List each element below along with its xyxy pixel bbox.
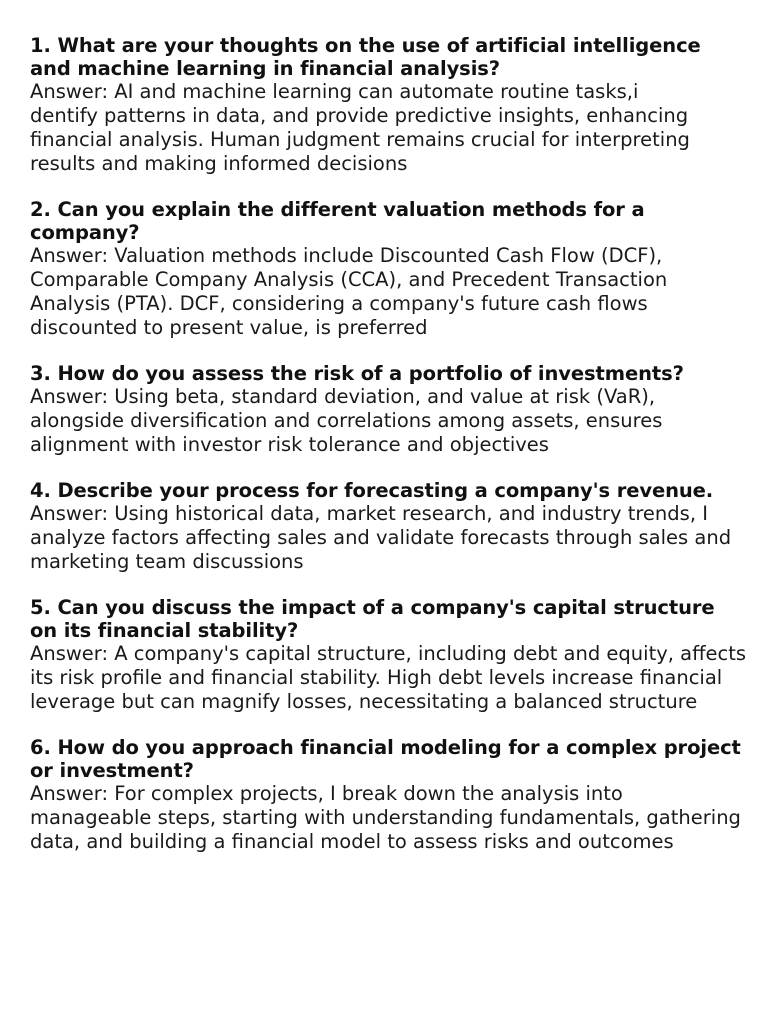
qa-item-2 xyxy=(30,198,748,340)
question-text: 2. Can you explain the different valuation methods for a company? xyxy=(30,198,645,244)
question-text: 3. How do you assess the risk of a portfolio of investments? xyxy=(30,362,684,385)
qa-item-6 xyxy=(30,736,748,854)
question-text: 1. What are your thoughts on the use of artificial intelligence and machine learning in financial analysis? xyxy=(30,34,701,80)
question-text: 5. Can you discuss the impact of a company's capital structure on its financial stability? xyxy=(30,596,715,642)
answer-text: Answer: Using beta, standard deviation, and value at risk (VaR), alongside diversification and correlations among assets, ensures alignment with investor risk tolerance and objectives xyxy=(30,385,663,456)
answer-text: Answer: For complex projects, I break down the analysis into manageable steps, starting with understanding fundamentals, gathering data, and building a financial model to assess risks and outcomes xyxy=(30,782,741,853)
qa-item-4 xyxy=(30,479,748,574)
qa-item-5 xyxy=(30,596,748,714)
qa-item-3 xyxy=(30,362,748,457)
answer-text: Answer: Valuation methods include Discounted Cash Flow (DCF), Comparable Company Analysis (CCA), and Precedent Transaction Analysis (PTA). DCF, considering a company's future cash flows discounted to present value, is preferred xyxy=(30,244,668,339)
qa-document xyxy=(30,34,748,876)
qa-item-1 xyxy=(30,34,748,176)
question-text: 6. How do you approach financial modeling for a complex project or investment? xyxy=(30,736,741,782)
answer-text: Answer: A company's capital structure, including debt and equity, affects its risk profile and financial stability. High debt levels increase financial leverage but can magnify losses, necessitating a balanced structure xyxy=(30,642,747,713)
question-text: 4. Describe your process for forecasting a company's revenue. xyxy=(30,479,714,502)
answer-text: Answer: Using historical data, market research, and industry trends, I analyze factors affecting sales and validate forecasts through sales and marketing team discussions xyxy=(30,502,732,573)
answer-text: Answer: AI and machine learning can automate routine tasks,i dentify patterns in data, and provide predictive insights, enhancing financial analysis. Human judgment remains crucial for interpreting results and making informed decisions xyxy=(30,80,690,175)
